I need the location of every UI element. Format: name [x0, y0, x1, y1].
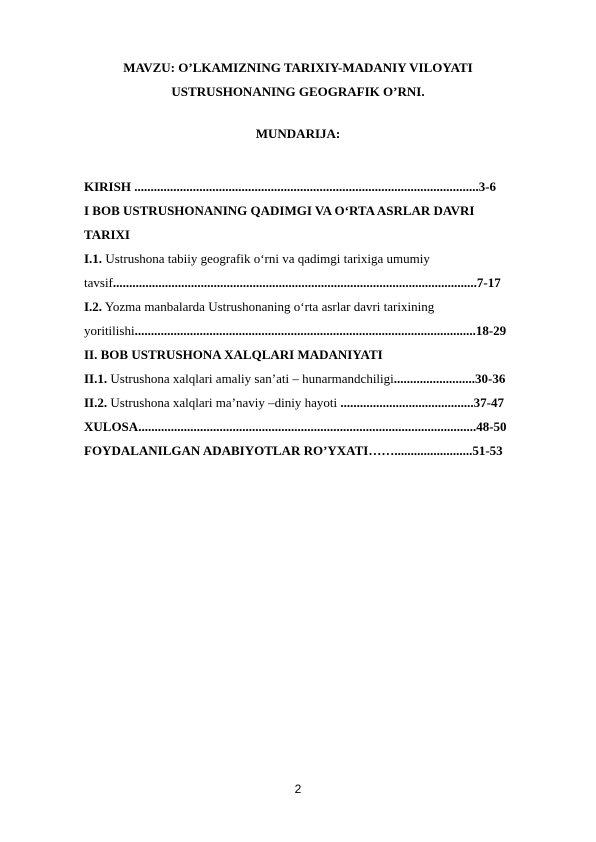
toc-xulosa-pages: 48-50 — [476, 419, 507, 434]
toc-bob2: II. BOB USTRUSHONA XALQLARI MADANIYATI — [84, 347, 383, 362]
toc-kirish — [84, 179, 496, 195]
toc-adabiyot-pages: 51-53 — [472, 443, 503, 458]
toc-bob1-line2: TARIXI — [84, 227, 130, 242]
contents-heading: MUNDARIJA: — [255, 126, 341, 141]
toc-xulosa — [84, 419, 507, 435]
toc-ii2-text: Ustrushona xalqlari ma’naviy –diniy hayoti — [107, 395, 341, 410]
toc-i1-number: I.1. — [84, 251, 103, 266]
toc-kirish-leader: .......................................................................................................... — [130, 179, 479, 194]
toc-ii1-number: II.1. — [84, 371, 108, 386]
toc-ii2-pages: 37-47 — [473, 395, 504, 410]
toc-i2-line1 — [84, 299, 434, 315]
toc-adabiyot-leader: ……........................ — [368, 443, 473, 458]
toc-ii1-leader: ......................... — [393, 371, 476, 386]
toc-i2-line2 — [84, 323, 506, 339]
toc-kirish-pages: 3-6 — [478, 179, 497, 194]
title-line-1: MAVZU: O’LKAMIZNING TARIXIY-MADANIY VILOYATI — [123, 60, 473, 75]
toc-i2-text-cont: yoritilishi — [84, 323, 135, 338]
toc-kirish-label: KIRISH — [84, 179, 131, 194]
toc-xulosa-leader: ........................................................................................................ — [138, 419, 477, 434]
toc-i2-number: I.2. — [84, 299, 103, 314]
toc-adabiyot — [84, 443, 503, 459]
page-number: 2 — [294, 782, 302, 796]
toc-i2-pages: 18-29 — [475, 323, 507, 338]
toc-ii1-text: Ustrushona xalqlari amaliy san’ati – hunarmandchiligi — [107, 371, 394, 386]
toc-i1-leader: ................................................................................................................ — [112, 275, 477, 290]
toc-bob1-line1: I BOB USTRUSHONANING QADIMGI VA O‘RTA ASRLAR DAVRI — [84, 203, 475, 218]
toc-i2-leader: ......................................................................................................... — [134, 323, 476, 338]
toc-i1-pages: 7-17 — [476, 275, 501, 290]
toc-ii1 — [84, 371, 505, 387]
toc-i1-text: Ustrushona tabiiy geografik o‘rni va qadimgi tarixiga umumiy — [102, 251, 430, 266]
toc-i2-text: Yozma manbalarda Ustrushonaning o‘rta asrlar davri tarixining — [102, 299, 435, 314]
toc-adabiyot-label: FOYDALANILGAN ADABIYOTLAR RO’YXATI — [84, 443, 369, 458]
toc-ii2-number: II.2. — [84, 395, 108, 410]
toc-i1-line2 — [84, 275, 501, 291]
toc-i1-text-cont: tavsif — [84, 275, 113, 290]
toc-i1-line1 — [84, 251, 430, 267]
toc-ii2-leader: ......................................... — [340, 395, 474, 410]
toc-ii2 — [84, 395, 504, 411]
title-line-2: USTRUSHONANING GEOGRAFIK O’RNI. — [171, 84, 425, 99]
toc-ii1-pages: 30-36 — [475, 371, 506, 386]
toc-xulosa-label: XULOSA — [84, 419, 139, 434]
